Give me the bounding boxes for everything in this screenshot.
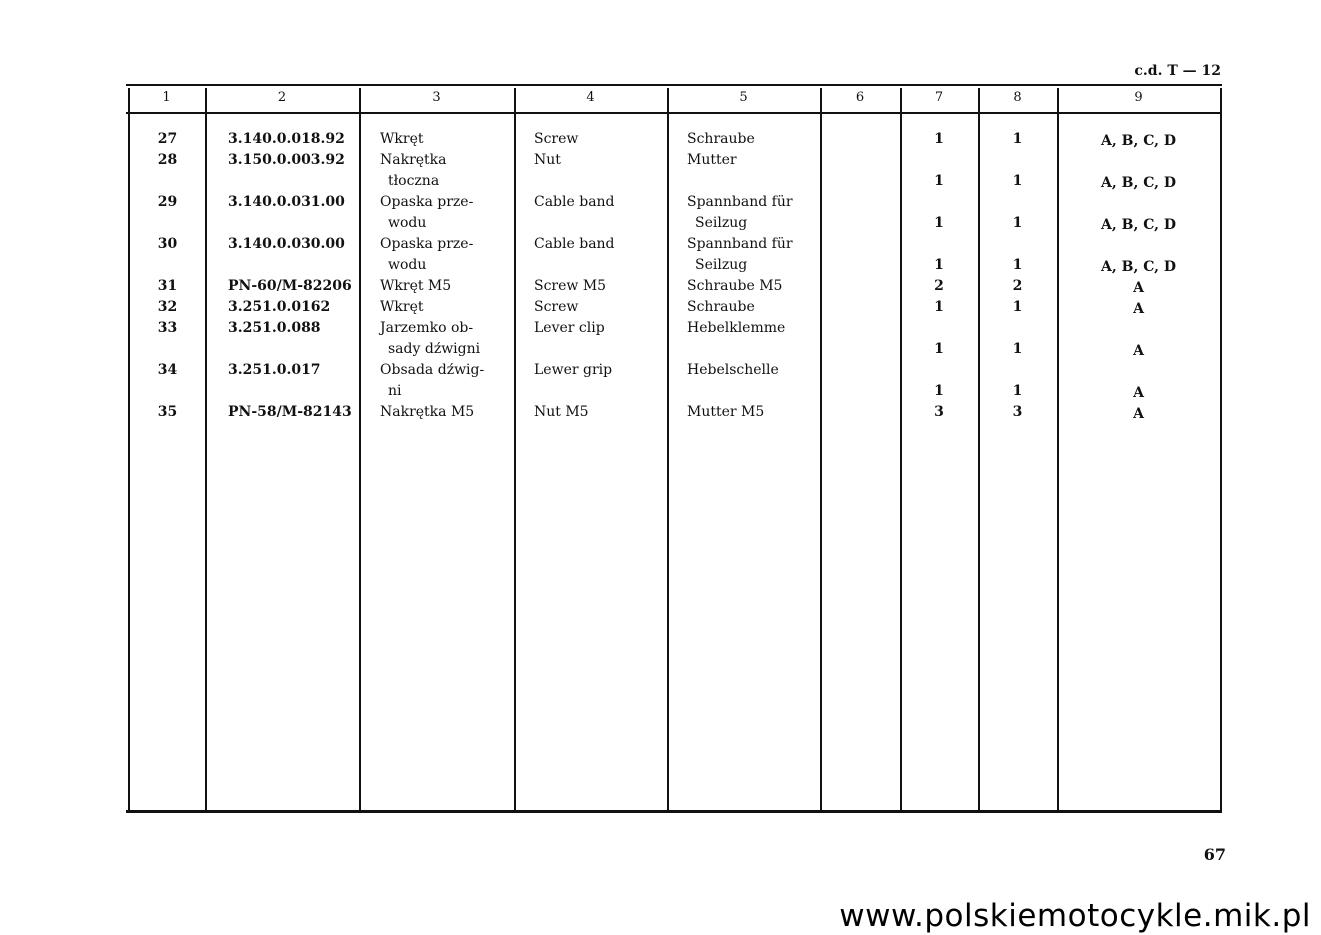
polish-name: ni bbox=[388, 383, 402, 399]
qty-col7: 2 bbox=[934, 278, 944, 294]
column-header: 8 bbox=[1013, 90, 1022, 105]
german-name: Mutter M5 bbox=[687, 404, 765, 420]
polish-name: Wkręt bbox=[380, 131, 424, 147]
row-number: 32 bbox=[157, 299, 178, 315]
applicability: A, B, C, D bbox=[1101, 217, 1176, 233]
qty-col8: 2 bbox=[1012, 278, 1023, 294]
row-number: 28 bbox=[157, 152, 178, 168]
qty-col7: 1 bbox=[934, 299, 944, 315]
column-header: 2 bbox=[277, 90, 287, 105]
column-divider bbox=[667, 88, 669, 810]
english-name: Screw bbox=[534, 299, 579, 315]
column-divider bbox=[820, 88, 822, 810]
qty-col8: 3 bbox=[1012, 404, 1023, 420]
column-divider bbox=[900, 88, 902, 810]
table-bottom-rule bbox=[126, 810, 1222, 813]
english-name: Lewer grip bbox=[534, 362, 613, 378]
column-header: 3 bbox=[432, 90, 441, 105]
row-number: 34 bbox=[157, 362, 178, 378]
polish-name: Nakrętka bbox=[380, 152, 447, 168]
parts-table bbox=[126, 84, 1222, 814]
qty-col7: 1 bbox=[934, 383, 944, 399]
polish-name: wodu bbox=[388, 257, 427, 273]
row-number: 29 bbox=[157, 194, 178, 210]
qty-col8: 1 bbox=[1012, 215, 1023, 231]
applicability: A, B, C, D bbox=[1101, 175, 1176, 191]
german-name: Schraube bbox=[687, 131, 755, 147]
qty-col8: 1 bbox=[1012, 173, 1023, 189]
column-divider bbox=[1057, 88, 1059, 810]
german-name: Spannband für bbox=[687, 236, 793, 252]
english-name: Lever clip bbox=[534, 320, 605, 336]
column-header: 1 bbox=[162, 90, 171, 105]
column-header: 7 bbox=[934, 90, 944, 105]
column-header: 6 bbox=[855, 90, 865, 105]
english-name: Cable band bbox=[534, 236, 615, 252]
qty-col8: 1 bbox=[1012, 299, 1023, 315]
polish-name: wodu bbox=[388, 215, 427, 231]
table-top-rule bbox=[126, 84, 1222, 86]
applicability: A bbox=[1133, 301, 1144, 317]
polish-name: tłoczna bbox=[388, 173, 440, 189]
english-name: Screw M5 bbox=[534, 278, 607, 294]
applicability: A bbox=[1133, 343, 1144, 359]
website-watermark: www.polskiemotocykle.mik.pl bbox=[839, 898, 1311, 934]
column-header: 4 bbox=[586, 90, 595, 105]
qty-col8: 1 bbox=[1012, 341, 1023, 357]
row-number: 30 bbox=[157, 236, 178, 252]
column-header: 5 bbox=[739, 90, 748, 105]
polish-name: Nakrętka M5 bbox=[380, 404, 475, 420]
qty-col8: 1 bbox=[1012, 131, 1023, 147]
column-header: 9 bbox=[1134, 90, 1143, 105]
part-code: 3.251.0.0162 bbox=[228, 299, 331, 315]
qty-col7: 1 bbox=[934, 131, 944, 147]
polish-name: sady dźwigni bbox=[388, 341, 481, 357]
qty-col7: 1 bbox=[934, 173, 944, 189]
german-name: Hebelklemme bbox=[687, 320, 786, 336]
qty-col7: 1 bbox=[934, 257, 944, 273]
english-name: Screw bbox=[534, 131, 579, 147]
english-name: Nut M5 bbox=[534, 404, 589, 420]
row-number: 33 bbox=[157, 320, 178, 336]
part-code: 3.251.0.017 bbox=[228, 362, 321, 378]
polish-name: Jarzemko ob- bbox=[380, 320, 474, 336]
row-number: 35 bbox=[157, 404, 178, 420]
polish-name: Wkręt M5 bbox=[380, 278, 452, 294]
qty-col8: 1 bbox=[1012, 383, 1023, 399]
column-divider bbox=[359, 88, 361, 810]
qty-col8: 1 bbox=[1012, 257, 1023, 273]
german-name: Seilzug bbox=[695, 215, 748, 231]
polish-name: Opaska prze- bbox=[380, 236, 474, 252]
qty-col7: 1 bbox=[934, 341, 944, 357]
column-divider bbox=[1220, 88, 1222, 810]
applicability: A bbox=[1133, 385, 1144, 401]
polish-name: Opaska prze- bbox=[380, 194, 474, 210]
part-code: 3.140.0.018.92 bbox=[228, 131, 345, 147]
column-divider bbox=[205, 88, 207, 810]
applicability: A bbox=[1133, 406, 1144, 422]
german-name: Hebelschelle bbox=[687, 362, 779, 378]
part-code: 3.140.0.030.00 bbox=[228, 236, 345, 252]
part-code: 3.150.0.003.92 bbox=[228, 152, 345, 168]
qty-col7: 1 bbox=[934, 215, 944, 231]
applicability: A bbox=[1133, 280, 1144, 296]
polish-name: Obsada dźwig- bbox=[380, 362, 485, 378]
part-code: PN-58/M-82143 bbox=[228, 404, 352, 420]
page-number: 67 bbox=[1203, 845, 1226, 864]
row-number: 31 bbox=[157, 278, 178, 294]
german-name: Spannband für bbox=[687, 194, 793, 210]
german-name: Schraube M5 bbox=[687, 278, 783, 294]
polish-name: Wkręt bbox=[380, 299, 424, 315]
qty-col7: 3 bbox=[934, 404, 944, 420]
english-name: Cable band bbox=[534, 194, 615, 210]
part-code: 3.140.0.031.00 bbox=[228, 194, 345, 210]
german-name: Mutter bbox=[687, 152, 737, 168]
part-code: 3.251.0.088 bbox=[228, 320, 321, 336]
english-name: Nut bbox=[534, 152, 561, 168]
german-name: Schraube bbox=[687, 299, 755, 315]
german-name: Seilzug bbox=[695, 257, 748, 273]
column-divider bbox=[978, 88, 980, 810]
page-header: c.d. T — 12 bbox=[1134, 63, 1221, 79]
applicability: A, B, C, D bbox=[1101, 259, 1176, 275]
part-code: PN-60/M-82206 bbox=[228, 278, 352, 294]
column-divider bbox=[514, 88, 516, 810]
applicability: A, B, C, D bbox=[1101, 133, 1176, 149]
row-number: 27 bbox=[157, 131, 178, 147]
